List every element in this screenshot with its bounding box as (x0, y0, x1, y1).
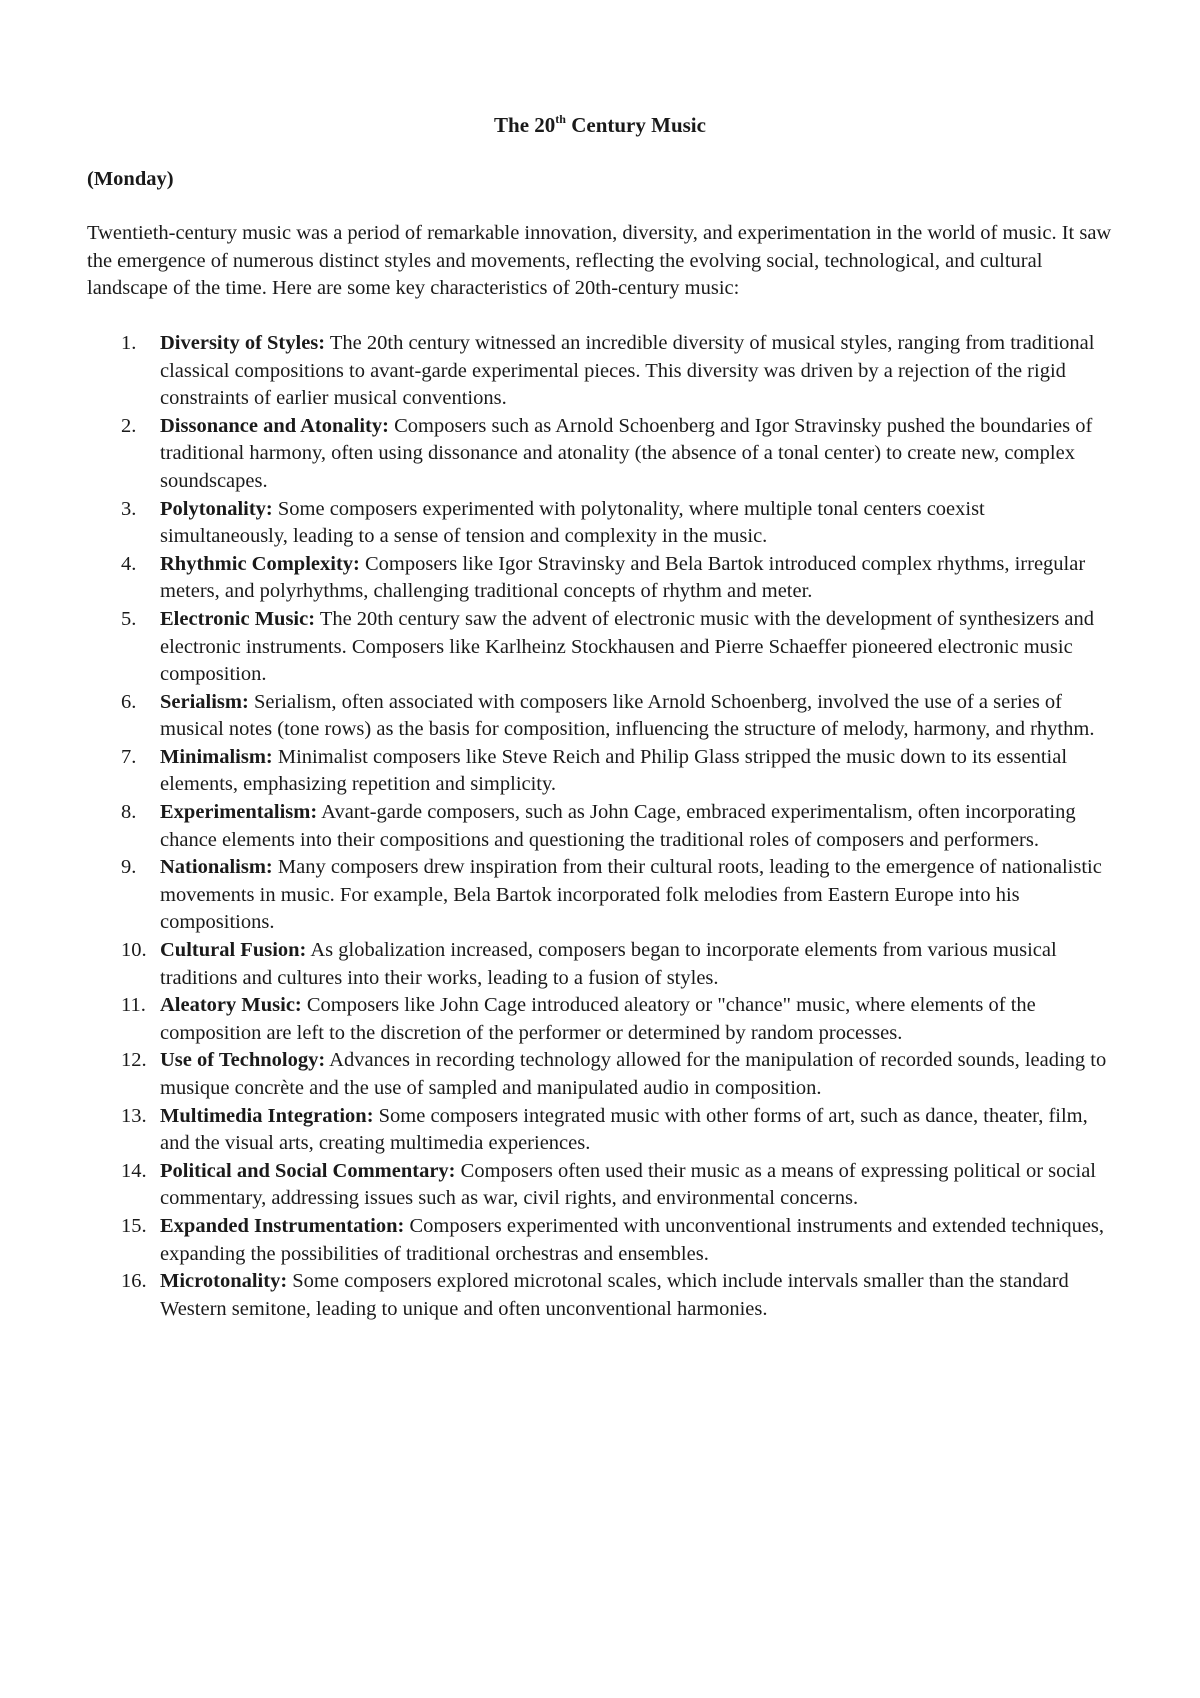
list-item-term: Expanded Instrumentation: (160, 1214, 405, 1237)
list-item (87, 496, 1113, 551)
list-item-number: 1. (121, 331, 137, 354)
list-item-number: 10. (121, 939, 147, 962)
list-item-number: 9. (121, 856, 137, 879)
list-item-number: 3. (121, 497, 137, 520)
list-item-term: Serialism: (160, 690, 249, 713)
list-item-term: Multimedia Integration: (160, 1104, 374, 1127)
list-item-number: 13. (121, 1104, 147, 1127)
list-item-text: Many composers drew inspiration from their cultural roots, leading to the emergence of nationalistic movements in music. For example, Bela Bartok incorporated folk melodies from Eastern Europe into his compositions. (160, 856, 1102, 934)
list-item-text: The 20th century witnessed an incredible diversity of musical styles, ranging from traditional classical compositions to avant-garde experimental pieces. This diversity was driven by a rejection of the rigid constraints of earlier musical conventions. (160, 331, 1095, 410)
list-item-text: Advances in recording technology allowed for the manipulation of recorded sounds, leading to musique concrète and the use of sampled and manipulated audio in composition. (160, 1049, 1107, 1099)
list-item (87, 1047, 1113, 1102)
list-item-term: Nationalism: (160, 856, 273, 879)
list-item (87, 854, 1113, 937)
list-item-text: Composers such as Arnold Schoenberg and Igor Stravinsky pushed the boundaries of traditional harmony, often using dissonance and atonality (the absence of a tonal center) to create new, complex soundscapes. (160, 414, 1093, 492)
list-item (87, 551, 1113, 606)
day-heading: (Monday) (87, 167, 174, 190)
list-item-number: 2. (121, 414, 137, 437)
intro-paragraph: Twentieth-century music was a period of remarkable innovation, diversity, and experimentation in the world of music. It saw the emergence of numerous distinct styles and movements, reflecting the evolving social, technological, and cultural landscape of the time. Here are some key characteristics of 20th-century music: (87, 222, 1112, 300)
list-item (87, 799, 1113, 854)
list-item-text: Some composers explored microtonal scales, which include intervals smaller than the standard Western semitone, leading to unique and often unconventional harmonies. (160, 1270, 1069, 1320)
list-item-number: 12. (121, 1049, 147, 1072)
list-item (87, 937, 1113, 992)
list-item-term: Cultural Fusion: (160, 939, 307, 962)
list-item-number: 16. (121, 1270, 147, 1293)
list-item-number: 11. (121, 994, 146, 1017)
list-item-term: Political and Social Commentary: (160, 1159, 456, 1182)
list-item-text: Minimalist composers like Steve Reich and Philip Glass stripped the music down to its essential elements, emphasizing repetition and simplicity. (160, 745, 1068, 796)
characteristics-list (87, 330, 1113, 1323)
list-item-term: Polytonality: (160, 497, 273, 520)
title-superscript: th (555, 112, 566, 126)
list-item (87, 413, 1113, 496)
list-item-text: Avant-garde composers, such as John Cage, embraced experimentalism, often incorporating chance elements into their compositions and questioning the traditional roles of composers and performers. (160, 801, 1076, 851)
list-item-number: 5. (121, 607, 137, 630)
list-item-term: Microtonality: (160, 1270, 288, 1293)
list-item-text: Some composers experimented with polytonality, where multiple tonal centers coexist simultaneously, leading to a sense of tension and complexity in the music. (160, 497, 985, 548)
list-item-text: Composers often used their music as a means of expressing political or social commentary, addressing issues such as war, civil rights, and environmental concerns. (160, 1159, 1096, 1210)
list-item-text: Composers like Igor Stravinsky and Bela Bartok introduced complex rhythms, irregular meters, and polyrhythms, challenging traditional concepts of rhythm and meter. (160, 552, 1086, 603)
list-item-term: Diversity of Styles: (160, 331, 326, 354)
list-item-text: Composers like John Cage introduced aleatory or "chance" music, where elements of the composition are left to the discretion of the performer or determined by random processes. (160, 994, 1036, 1044)
list-item-text: The 20th century saw the advent of electronic music with the development of synthesizers and electronic instruments. Composers like Karlheinz Stockhausen and Pierre Schaeffer pioneered electronic music composition. (160, 607, 1095, 686)
list-item-number: 7. (121, 745, 137, 768)
list-item-text: As globalization increased, composers began to incorporate elements from various musical traditions and cultures into their works, leading to a fusion of styles. (160, 939, 1057, 989)
list-item-term: Minimalism: (160, 745, 273, 768)
list-item-text: Serialism, often associated with composers like Arnold Schoenberg, involved the use of a series of musical notes (tone rows) as the basis for composition, influencing the structure of melody, harmony, and rhythm. (160, 690, 1095, 741)
list-item (87, 1103, 1113, 1158)
list-item-term: Experimentalism: (160, 801, 318, 824)
title-rest: Century Music (565, 113, 706, 137)
list-item-number: 8. (121, 801, 137, 824)
list-item (87, 606, 1113, 689)
list-item (87, 1268, 1113, 1323)
page-title (87, 112, 1113, 140)
title-main: The 20 (494, 113, 556, 137)
list-item-number: 14. (121, 1159, 147, 1182)
list-item-term: Electronic Music: (160, 607, 316, 630)
list-item-text: Composers experimented with unconventional instruments and extended techniques, expanding the possibilities of traditional orchestras and ensembles. (160, 1214, 1105, 1265)
list-item-text: Some composers integrated music with other forms of art, such as dance, theater, film, and the visual arts, creating multimedia experiences. (160, 1104, 1088, 1155)
list-item-number: 15. (121, 1214, 147, 1237)
list-item-number: 4. (121, 552, 137, 575)
list-item-number: 6. (121, 690, 137, 713)
list-item (87, 744, 1113, 799)
list-item (87, 992, 1113, 1047)
list-item (87, 1158, 1113, 1213)
list-item (87, 689, 1113, 744)
list-item-term: Dissonance and Atonality: (160, 414, 389, 437)
list-item-term: Aleatory Music: (160, 994, 302, 1017)
list-item-term: Rhythmic Complexity: (160, 552, 360, 575)
list-item (87, 330, 1113, 413)
list-item (87, 1213, 1113, 1268)
list-item-term: Use of Technology: (160, 1049, 326, 1072)
